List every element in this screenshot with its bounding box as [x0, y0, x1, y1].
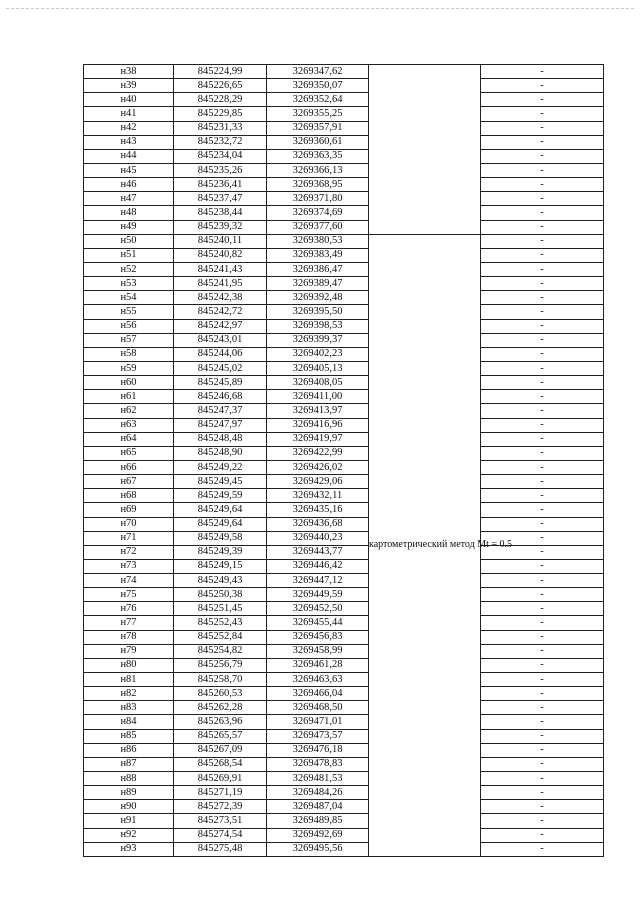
- y-coordinate-cell: 3269443,77: [267, 545, 369, 559]
- note-cell: -: [481, 206, 604, 220]
- x-coordinate-cell: 845248,90: [174, 446, 267, 460]
- y-coordinate-cell: 3269366,13: [267, 163, 369, 177]
- x-coordinate-cell: 845252,84: [174, 630, 267, 644]
- table-row: [84, 729, 604, 743]
- note-cell: -: [481, 489, 604, 503]
- note-cell: -: [481, 588, 604, 602]
- point-name-cell: н81: [84, 673, 174, 687]
- x-coordinate-cell: 845243,01: [174, 333, 267, 347]
- point-name-cell: н82: [84, 687, 174, 701]
- table-row: [84, 772, 604, 786]
- method-cell: картометрический метод Mt = 0.5: [369, 234, 481, 856]
- method-cell-blank: [369, 65, 481, 235]
- point-name-cell: н91: [84, 814, 174, 828]
- x-coordinate-cell: 845258,70: [174, 673, 267, 687]
- table-row: [84, 418, 604, 432]
- table-row: [84, 135, 604, 149]
- y-coordinate-cell: 3269463,63: [267, 673, 369, 687]
- note-cell: -: [481, 602, 604, 616]
- y-coordinate-cell: 3269489,85: [267, 814, 369, 828]
- point-name-cell: н76: [84, 602, 174, 616]
- y-coordinate-cell: 3269374,69: [267, 206, 369, 220]
- table-row: [84, 277, 604, 291]
- table-row: [84, 107, 604, 121]
- point-name-cell: н90: [84, 800, 174, 814]
- x-coordinate-cell: 845269,91: [174, 772, 267, 786]
- table-row: [84, 305, 604, 319]
- table-row: [84, 79, 604, 93]
- note-cell: -: [481, 559, 604, 573]
- table-row: [84, 531, 604, 545]
- table-row: [84, 842, 604, 856]
- x-coordinate-cell: 845245,89: [174, 376, 267, 390]
- note-cell: -: [481, 361, 604, 375]
- y-coordinate-cell: 3269399,37: [267, 333, 369, 347]
- point-name-cell: н78: [84, 630, 174, 644]
- table-row: [84, 460, 604, 474]
- y-coordinate-cell: 3269478,83: [267, 757, 369, 771]
- note-cell: -: [481, 220, 604, 234]
- x-coordinate-cell: 845247,97: [174, 418, 267, 432]
- note-cell: -: [481, 460, 604, 474]
- note-cell: -: [481, 404, 604, 418]
- coordinates-table: [83, 64, 604, 857]
- table-row: [84, 800, 604, 814]
- x-coordinate-cell: 845249,64: [174, 503, 267, 517]
- y-coordinate-cell: 3269350,07: [267, 79, 369, 93]
- point-name-cell: н83: [84, 701, 174, 715]
- y-coordinate-cell: 3269461,28: [267, 658, 369, 672]
- note-cell: -: [481, 93, 604, 107]
- y-coordinate-cell: 3269413,97: [267, 404, 369, 418]
- x-coordinate-cell: 845242,97: [174, 319, 267, 333]
- table-row: [84, 291, 604, 305]
- point-name-cell: н77: [84, 616, 174, 630]
- x-coordinate-cell: 845240,11: [174, 234, 267, 248]
- note-cell: -: [481, 65, 604, 79]
- point-name-cell: н47: [84, 192, 174, 206]
- y-coordinate-cell: 3269422,99: [267, 446, 369, 460]
- note-cell: -: [481, 772, 604, 786]
- point-name-cell: н69: [84, 503, 174, 517]
- table-row: [84, 220, 604, 234]
- x-coordinate-cell: 845241,95: [174, 277, 267, 291]
- y-coordinate-cell: 3269357,91: [267, 121, 369, 135]
- point-name-cell: н59: [84, 361, 174, 375]
- point-name-cell: н58: [84, 347, 174, 361]
- x-coordinate-cell: 845249,45: [174, 475, 267, 489]
- point-name-cell: н45: [84, 163, 174, 177]
- y-coordinate-cell: 3269435,16: [267, 503, 369, 517]
- x-coordinate-cell: 845245,02: [174, 361, 267, 375]
- point-name-cell: н46: [84, 178, 174, 192]
- note-cell: -: [481, 121, 604, 135]
- note-cell: -: [481, 786, 604, 800]
- table-row: [84, 687, 604, 701]
- point-name-cell: н63: [84, 418, 174, 432]
- x-coordinate-cell: 845231,33: [174, 121, 267, 135]
- point-name-cell: н88: [84, 772, 174, 786]
- table-row: [84, 93, 604, 107]
- note-cell: -: [481, 234, 604, 248]
- x-coordinate-cell: 845274,54: [174, 828, 267, 842]
- y-coordinate-cell: 3269419,97: [267, 432, 369, 446]
- x-coordinate-cell: 845242,72: [174, 305, 267, 319]
- x-coordinate-cell: 845252,43: [174, 616, 267, 630]
- note-cell: -: [481, 79, 604, 93]
- y-coordinate-cell: 3269398,53: [267, 319, 369, 333]
- table-row: [84, 192, 604, 206]
- table-row: [84, 319, 604, 333]
- x-coordinate-cell: 845234,04: [174, 149, 267, 163]
- y-coordinate-cell: 3269383,49: [267, 248, 369, 262]
- table-row: [84, 206, 604, 220]
- note-cell: -: [481, 800, 604, 814]
- note-cell: -: [481, 644, 604, 658]
- table-row: [84, 517, 604, 531]
- x-coordinate-cell: 845238,44: [174, 206, 267, 220]
- y-coordinate-cell: 3269363,35: [267, 149, 369, 163]
- point-name-cell: н39: [84, 79, 174, 93]
- table-row: [84, 559, 604, 573]
- y-coordinate-cell: 3269389,47: [267, 277, 369, 291]
- table-row: [84, 248, 604, 262]
- note-cell: -: [481, 545, 604, 559]
- table-row: [84, 163, 604, 177]
- y-coordinate-cell: 3269487,04: [267, 800, 369, 814]
- point-name-cell: н42: [84, 121, 174, 135]
- x-coordinate-cell: 845237,47: [174, 192, 267, 206]
- note-cell: -: [481, 757, 604, 771]
- x-coordinate-cell: 845226,65: [174, 79, 267, 93]
- point-name-cell: н86: [84, 743, 174, 757]
- y-coordinate-cell: 3269355,25: [267, 107, 369, 121]
- y-coordinate-cell: 3269371,80: [267, 192, 369, 206]
- point-name-cell: н74: [84, 574, 174, 588]
- table-row: [84, 475, 604, 489]
- point-name-cell: н56: [84, 319, 174, 333]
- note-cell: -: [481, 333, 604, 347]
- note-cell: -: [481, 531, 604, 545]
- y-coordinate-cell: 3269449,59: [267, 588, 369, 602]
- table-row: [84, 503, 604, 517]
- note-cell: -: [481, 475, 604, 489]
- table-row: [84, 333, 604, 347]
- point-name-cell: н49: [84, 220, 174, 234]
- note-cell: -: [481, 517, 604, 531]
- note-cell: -: [481, 376, 604, 390]
- x-coordinate-cell: 845248,48: [174, 432, 267, 446]
- note-cell: -: [481, 673, 604, 687]
- table-row: [84, 404, 604, 418]
- table-row: [84, 574, 604, 588]
- point-name-cell: н62: [84, 404, 174, 418]
- point-name-cell: н60: [84, 376, 174, 390]
- y-coordinate-cell: 3269481,53: [267, 772, 369, 786]
- x-coordinate-cell: 845249,15: [174, 559, 267, 573]
- note-cell: -: [481, 432, 604, 446]
- y-coordinate-cell: 3269368,95: [267, 178, 369, 192]
- point-name-cell: н80: [84, 658, 174, 672]
- note-cell: -: [481, 277, 604, 291]
- x-coordinate-cell: 845254,82: [174, 644, 267, 658]
- x-coordinate-cell: 845240,82: [174, 248, 267, 262]
- note-cell: -: [481, 262, 604, 276]
- y-coordinate-cell: 3269352,64: [267, 93, 369, 107]
- point-name-cell: н54: [84, 291, 174, 305]
- x-coordinate-cell: 845249,22: [174, 460, 267, 474]
- table-row: [84, 149, 604, 163]
- table-row: [84, 644, 604, 658]
- point-name-cell: н55: [84, 305, 174, 319]
- table-row: [84, 390, 604, 404]
- y-coordinate-cell: 3269395,50: [267, 305, 369, 319]
- note-cell: -: [481, 347, 604, 361]
- note-cell: -: [481, 574, 604, 588]
- point-name-cell: н44: [84, 149, 174, 163]
- table-row: [84, 376, 604, 390]
- x-coordinate-cell: 845224,99: [174, 65, 267, 79]
- note-cell: -: [481, 390, 604, 404]
- note-cell: -: [481, 248, 604, 262]
- x-coordinate-cell: 845249,58: [174, 531, 267, 545]
- y-coordinate-cell: 3269446,42: [267, 559, 369, 573]
- note-cell: -: [481, 687, 604, 701]
- y-coordinate-cell: 3269495,56: [267, 842, 369, 856]
- y-coordinate-cell: 3269466,04: [267, 687, 369, 701]
- x-coordinate-cell: 845244,06: [174, 347, 267, 361]
- table-row: [84, 814, 604, 828]
- point-name-cell: н79: [84, 644, 174, 658]
- y-coordinate-cell: 3269432,11: [267, 489, 369, 503]
- note-cell: -: [481, 192, 604, 206]
- point-name-cell: н87: [84, 757, 174, 771]
- x-coordinate-cell: 845250,38: [174, 588, 267, 602]
- y-coordinate-cell: 3269492,69: [267, 828, 369, 842]
- point-name-cell: н72: [84, 545, 174, 559]
- table-row: [84, 432, 604, 446]
- point-name-cell: н53: [84, 277, 174, 291]
- note-cell: -: [481, 743, 604, 757]
- note-cell: -: [481, 446, 604, 460]
- table-row: [84, 65, 604, 79]
- note-cell: -: [481, 616, 604, 630]
- coordinates-table-body: [84, 65, 604, 857]
- y-coordinate-cell: 3269426,02: [267, 460, 369, 474]
- table-row: [84, 446, 604, 460]
- y-coordinate-cell: 3269440,23: [267, 531, 369, 545]
- x-coordinate-cell: 845242,38: [174, 291, 267, 305]
- note-cell: -: [481, 305, 604, 319]
- note-cell: -: [481, 135, 604, 149]
- x-coordinate-cell: 845271,19: [174, 786, 267, 800]
- point-name-cell: н52: [84, 262, 174, 276]
- y-coordinate-cell: 3269471,01: [267, 715, 369, 729]
- x-coordinate-cell: 845246,68: [174, 390, 267, 404]
- y-coordinate-cell: 3269452,50: [267, 602, 369, 616]
- y-coordinate-cell: 3269484,26: [267, 786, 369, 800]
- point-name-cell: н85: [84, 729, 174, 743]
- x-coordinate-cell: 845275,48: [174, 842, 267, 856]
- x-coordinate-cell: 845249,59: [174, 489, 267, 503]
- note-cell: -: [481, 149, 604, 163]
- x-coordinate-cell: 845235,26: [174, 163, 267, 177]
- scan-edge-dashes: [6, 8, 634, 9]
- x-coordinate-cell: 845247,37: [174, 404, 267, 418]
- y-coordinate-cell: 3269347,62: [267, 65, 369, 79]
- y-coordinate-cell: 3269386,47: [267, 262, 369, 276]
- note-cell: -: [481, 178, 604, 192]
- table-row: [84, 757, 604, 771]
- table-row: [84, 630, 604, 644]
- x-coordinate-cell: 845260,53: [174, 687, 267, 701]
- table-row: [84, 701, 604, 715]
- point-name-cell: н75: [84, 588, 174, 602]
- point-name-cell: н73: [84, 559, 174, 573]
- point-name-cell: н57: [84, 333, 174, 347]
- y-coordinate-cell: 3269429,06: [267, 475, 369, 489]
- table-row: [84, 489, 604, 503]
- y-coordinate-cell: 3269455,44: [267, 616, 369, 630]
- note-cell: -: [481, 291, 604, 305]
- x-coordinate-cell: 845249,43: [174, 574, 267, 588]
- note-cell: -: [481, 107, 604, 121]
- note-cell: -: [481, 701, 604, 715]
- note-cell: -: [481, 163, 604, 177]
- x-coordinate-cell: 845251,45: [174, 602, 267, 616]
- point-name-cell: н50: [84, 234, 174, 248]
- x-coordinate-cell: 845249,64: [174, 517, 267, 531]
- y-coordinate-cell: 3269380,53: [267, 234, 369, 248]
- note-cell: -: [481, 729, 604, 743]
- point-name-cell: н41: [84, 107, 174, 121]
- y-coordinate-cell: 3269377,60: [267, 220, 369, 234]
- point-name-cell: н40: [84, 93, 174, 107]
- x-coordinate-cell: 845273,51: [174, 814, 267, 828]
- x-coordinate-cell: 845236,41: [174, 178, 267, 192]
- y-coordinate-cell: 3269447,12: [267, 574, 369, 588]
- y-coordinate-cell: 3269473,57: [267, 729, 369, 743]
- point-name-cell: н64: [84, 432, 174, 446]
- point-name-cell: н67: [84, 475, 174, 489]
- y-coordinate-cell: 3269436,68: [267, 517, 369, 531]
- table-row: [84, 361, 604, 375]
- y-coordinate-cell: 3269416,96: [267, 418, 369, 432]
- note-cell: -: [481, 503, 604, 517]
- y-coordinate-cell: 3269411,00: [267, 390, 369, 404]
- table-row: [84, 121, 604, 135]
- y-coordinate-cell: 3269476,18: [267, 743, 369, 757]
- point-name-cell: н66: [84, 460, 174, 474]
- note-cell: -: [481, 842, 604, 856]
- x-coordinate-cell: 845268,54: [174, 757, 267, 771]
- table-row: [84, 616, 604, 630]
- note-cell: -: [481, 630, 604, 644]
- y-coordinate-cell: 3269456,83: [267, 630, 369, 644]
- table-row: [84, 673, 604, 687]
- y-coordinate-cell: 3269392,48: [267, 291, 369, 305]
- point-name-cell: н71: [84, 531, 174, 545]
- point-name-cell: н51: [84, 248, 174, 262]
- x-coordinate-cell: 845232,72: [174, 135, 267, 149]
- table-row: [84, 588, 604, 602]
- note-cell: -: [481, 658, 604, 672]
- table-row: [84, 743, 604, 757]
- table-row: [84, 786, 604, 800]
- point-name-cell: н89: [84, 786, 174, 800]
- point-name-cell: н84: [84, 715, 174, 729]
- y-coordinate-cell: 3269402,23: [267, 347, 369, 361]
- note-cell: -: [481, 828, 604, 842]
- x-coordinate-cell: 845239,32: [174, 220, 267, 234]
- table-row: [84, 178, 604, 192]
- table-row: [84, 828, 604, 842]
- note-cell: -: [481, 418, 604, 432]
- x-coordinate-cell: 845229,85: [174, 107, 267, 121]
- y-coordinate-cell: 3269408,05: [267, 376, 369, 390]
- x-coordinate-cell: 845241,43: [174, 262, 267, 276]
- y-coordinate-cell: 3269360,61: [267, 135, 369, 149]
- y-coordinate-cell: 3269468,50: [267, 701, 369, 715]
- point-name-cell: н92: [84, 828, 174, 842]
- note-cell: -: [481, 319, 604, 333]
- y-coordinate-cell: 3269405,13: [267, 361, 369, 375]
- y-coordinate-cell: 3269458,99: [267, 644, 369, 658]
- x-coordinate-cell: 845228,29: [174, 93, 267, 107]
- point-name-cell: н43: [84, 135, 174, 149]
- table-row: [84, 545, 604, 559]
- x-coordinate-cell: 845262,28: [174, 701, 267, 715]
- table-row: [84, 234, 604, 248]
- table-row: [84, 347, 604, 361]
- point-name-cell: н68: [84, 489, 174, 503]
- point-name-cell: н65: [84, 446, 174, 460]
- x-coordinate-cell: 845267,09: [174, 743, 267, 757]
- x-coordinate-cell: 845265,57: [174, 729, 267, 743]
- note-cell: -: [481, 814, 604, 828]
- point-name-cell: н48: [84, 206, 174, 220]
- table-row: [84, 658, 604, 672]
- table-row: [84, 262, 604, 276]
- x-coordinate-cell: 845249,39: [174, 545, 267, 559]
- x-coordinate-cell: 845272,39: [174, 800, 267, 814]
- point-name-cell: н93: [84, 842, 174, 856]
- x-coordinate-cell: 845263,96: [174, 715, 267, 729]
- point-name-cell: н70: [84, 517, 174, 531]
- note-cell: -: [481, 715, 604, 729]
- table-row: [84, 715, 604, 729]
- table-row: [84, 602, 604, 616]
- point-name-cell: н61: [84, 390, 174, 404]
- x-coordinate-cell: 845256,79: [174, 658, 267, 672]
- point-name-cell: н38: [84, 65, 174, 79]
